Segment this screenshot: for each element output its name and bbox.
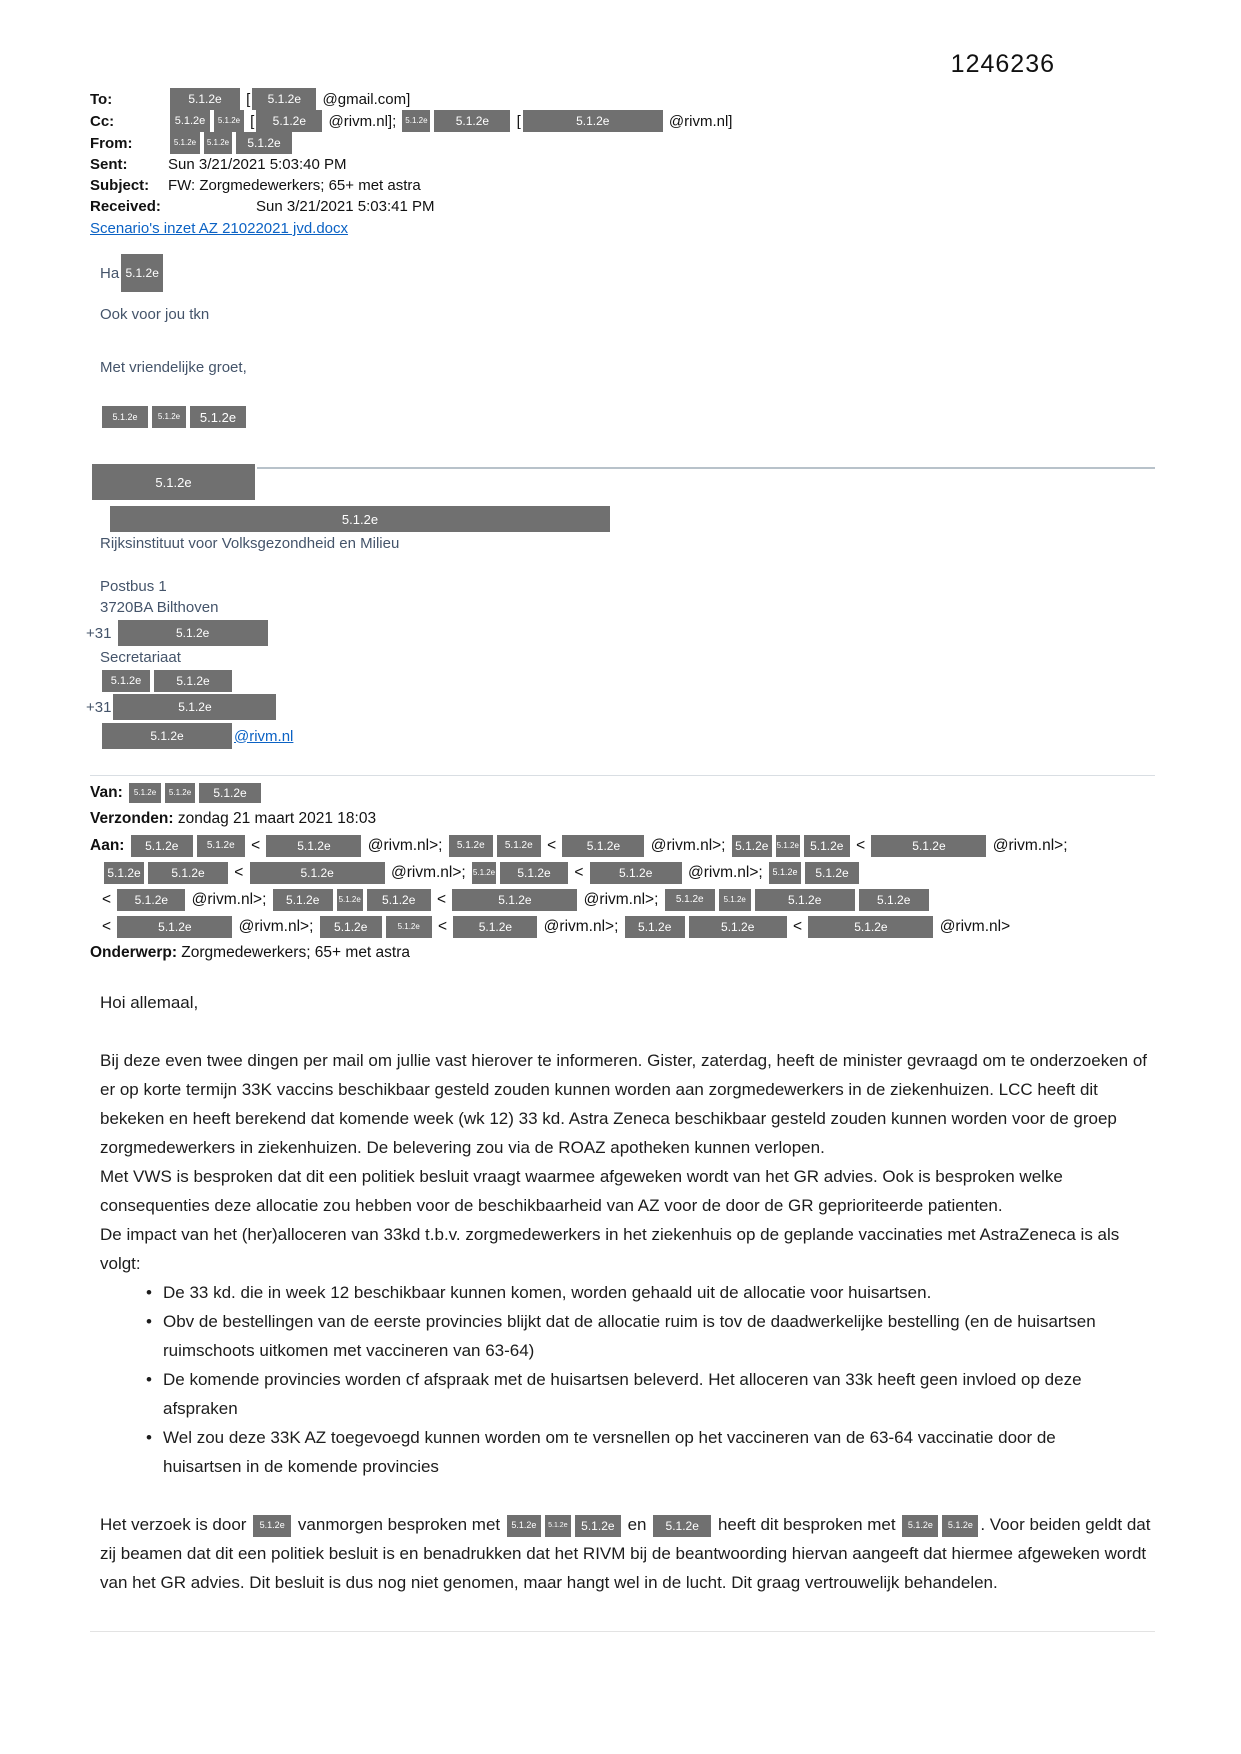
redaction-box: 5.1.2e (148, 862, 228, 884)
onderwerp-label: Onderwerp: (90, 944, 177, 961)
aan-label: Aan: (90, 837, 125, 854)
redaction-box: 5.1.2e (653, 1515, 711, 1537)
closing-line: Met vriendelijke groet, (100, 359, 247, 376)
redaction-box: 5.1.2e (104, 862, 144, 884)
bullet-item: • De komende provincies worden cf afspraak met de huisartsen beleverd. Het alloceren van 33k heeft geen invloed op deze afspraken (146, 1365, 1136, 1423)
redaction-box: 5.1.2e (102, 723, 232, 749)
postal-address (90, 576, 1155, 618)
redaction-box: 5.1.2e (545, 1515, 571, 1537)
header-field-received (90, 196, 1155, 217)
document-id-number: 1246236 (950, 50, 1055, 78)
redaction-box: 5.1.2e (367, 889, 431, 911)
redaction-box: 5.1.2e (402, 110, 430, 132)
quoted-message-divider (90, 775, 1155, 776)
redaction-box: 5.1.2e (110, 506, 610, 532)
body-paragraph: Met VWS is besproken dat dit een politiek besluit vraagt waarmee afgeweken wordt van het GR advies. Ook is besproken welke consequenties deze allocatie zou hebben voor de beschikbaarheid van AZ voor de door de GR geprioriteerde patienten. (100, 1167, 1063, 1215)
redaction-box: 5.1.2e (689, 916, 787, 938)
redaction-box: 5.1.2e (117, 916, 232, 938)
sent-label: Sent: (90, 156, 128, 173)
redaction-box: 5.1.2e (129, 783, 161, 803)
quoted-body (90, 988, 1155, 1597)
redaction-box: 5.1.2e (871, 835, 986, 857)
quoted-sent-row (90, 806, 1155, 832)
subject-label: Subject: (90, 177, 150, 194)
redaction-box: 5.1.2e (152, 406, 186, 428)
redaction-box: 5.1.2e (732, 835, 772, 857)
salutation: Hoi allemaal, (100, 993, 199, 1012)
bullet-item: • Wel zou deze 33K AZ toegevoegd kunnen worden om te versnellen op het vaccineren van de 63-64 vaccinatie door de huisartsen in de komende provincies (146, 1423, 1136, 1481)
spacer (168, 206, 256, 207)
aan-line-3: < 5.1.2e @rivm.nl>; 5.1.2e 5.1.2e 5.1.2e < 5.1.2e @rivm.nl>; 5.1.2e 5.1.2e 5.1.2e 5.1.2e (90, 886, 1155, 913)
email-header (90, 0, 1155, 238)
verzonden-label: Verzonden: (90, 810, 174, 827)
verzonden-value: zondag 21 maart 2021 18:03 (173, 810, 377, 827)
signature-name-redaction (90, 464, 257, 500)
body-paragraph: De impact van het (her)alloceren van 33kd t.b.v. zorgmedewerkers in het ziekenhuis op de geplande vaccinaties met AstraZeneca is als volgt: (100, 1225, 1120, 1273)
to-value: 5.1.2e [ 5.1.2e @gmail.com] (168, 88, 410, 110)
redaction-box: 5.1.2e (197, 835, 245, 857)
signature-email-row (90, 723, 1155, 749)
redaction-box: 5.1.2e (131, 835, 193, 857)
redaction-box: 5.1.2e (625, 916, 685, 938)
redaction-box: 5.1.2e (121, 254, 163, 292)
redaction-box: 5.1.2e (253, 1515, 291, 1537)
message-body-top (86, 254, 1155, 749)
attachment-link[interactable]: Scenario's inzet AZ 21022021 jvd.docx (90, 220, 349, 237)
redaction-box: 5.1.2e (859, 889, 929, 911)
header-field-sent (90, 154, 1155, 175)
signature-divider-line (257, 467, 1155, 469)
redaction-box: 5.1.2e (256, 110, 322, 132)
message-line: Ook voor jou tkn (100, 306, 210, 323)
redaction-box: 5.1.2e (452, 889, 577, 911)
received-value: Sun 3/21/2021 5:03:41 PM (168, 198, 434, 215)
header-field-cc (90, 110, 1155, 132)
header-field-from (90, 132, 1155, 154)
redaction-box: 5.1.2e (805, 862, 859, 884)
redaction-box: 5.1.2e (665, 889, 715, 911)
redaction-box: 5.1.2e (590, 862, 682, 884)
quoted-subject-row (90, 940, 1155, 966)
redaction-box: 5.1.2e (755, 889, 855, 911)
quoted-header (90, 780, 1155, 966)
from-label: From: (90, 134, 133, 152)
bullet-item: • De 33 kd. die in week 12 beschikbaar kunnen komen, worden gehaald uit de allocatie voor huisartsen. (146, 1278, 1136, 1307)
redaction-box: 5.1.2e (252, 88, 316, 110)
redaction-box: 5.1.2e (118, 620, 268, 646)
redaction-box: 5.1.2e (170, 88, 240, 110)
redaction-box: 5.1.2e (449, 835, 493, 857)
cc-value: 5.1.2e 5.1.2e [ 5.1.2e @rivm.nl]; 5.1.2e 5.1.2e [ 5.1.2e @rivm.nl] (168, 110, 732, 132)
onderwerp-value: Zorgmedewerkers; 65+ met astra (176, 944, 411, 961)
redaction-box: 5.1.2e (808, 916, 933, 938)
redaction-box: 5.1.2e (266, 835, 361, 857)
redaction-box: 5.1.2e (523, 110, 663, 132)
redaction-box: 5.1.2e (102, 670, 150, 692)
redaction-box: 5.1.2e (273, 889, 333, 911)
header-field-to (90, 88, 1155, 110)
body-paragraphs (100, 1046, 1155, 1278)
redaction-box: 5.1.2e (165, 783, 195, 803)
redaction-box: 5.1.2e (199, 783, 261, 803)
cc-label: Cc: (90, 112, 115, 130)
aan-line-1 (90, 832, 1155, 859)
redaction-box: 5.1.2e (250, 862, 385, 884)
secretariat-label: Secretariaat (100, 649, 181, 666)
redaction-box: 5.1.2e (942, 1515, 978, 1537)
redaction-box: 5.1.2e (386, 916, 432, 938)
aan-line-4: < 5.1.2e @rivm.nl>; 5.1.2e 5.1.2e < 5.1.2e @rivm.nl>; 5.1.2e 5.1.2e < 5.1.2e @rivm.nl> (90, 913, 1155, 940)
redaction-box: 5.1.2e (472, 862, 496, 884)
organization-name: Rijksinstituut voor Volksgezondheid en Milieu (100, 535, 400, 552)
secretariat-redaction-row (90, 670, 1155, 692)
redaction-box: 5.1.2e (190, 406, 246, 428)
redaction-box: 5.1.2e (453, 916, 537, 938)
quoted-from-row (90, 780, 1155, 806)
redaction-box: 5.1.2e (804, 835, 850, 857)
address-line-1: Postbus 1 (100, 578, 167, 595)
phone-line-2: +31 5.1.2e (86, 694, 1155, 720)
redaction-box: 5.1.2e (507, 1515, 541, 1537)
email-link[interactable]: @rivm.nl (234, 727, 294, 745)
redaction-box: 5.1.2e (204, 132, 232, 154)
redaction-box: 5.1.2e (214, 110, 244, 132)
van-label: Van: (90, 784, 123, 801)
redaction-box: 5.1.2e (170, 132, 200, 154)
received-label: Received: (90, 198, 161, 215)
redaction-box: 5.1.2e (154, 670, 232, 692)
sent-value: Sun 3/21/2021 5:03:40 PM (168, 156, 347, 173)
redaction-box: 5.1.2e (170, 110, 210, 132)
body-paragraph: Bij deze even twee dingen per mail om jullie vast hierover te informeren. Gister, zaterdag, heeft de minister gevraagd om te onderzoeken of er op korte termijn 33K vaccins beschikbaar gesteld zouden kunnen worden aan zorgmedewerkers in de ziekenhuizen. LCC heeft dit bekeken en heeft berekend dat komende week (wk 12) 33 kd. Astra Zeneca beschikbaar gesteld zouden kunnen worden voor de groep zorgmedewerkers in ziekenhuizen. De belevering zou via de ROAZ apotheken kunnen verlopen. (100, 1051, 1148, 1157)
quoted-to-block (90, 832, 1155, 940)
aan-line-1-value: 5.1.2e 5.1.2e < 5.1.2e @rivm.nl>; 5.1.2e 5.1.2e < 5.1.2e @rivm.nl>; 5.1.2e 5.1.2e 5.1.2e < 5.1.2e @rivm.nl>; (129, 837, 1068, 854)
signature-redaction-row (90, 406, 1155, 428)
redaction-box: 5.1.2e (776, 835, 800, 857)
redaction-box: 5.1.2e (117, 889, 185, 911)
redaction-box: 5.1.2e (497, 835, 541, 857)
redaction-box: 5.1.2e (320, 916, 382, 938)
bottom-hairline (90, 1631, 1155, 1632)
signature-title-redaction (90, 506, 1155, 532)
greeting-line: Ha 5.1.2e (90, 254, 1155, 292)
bullet-list (100, 1278, 1136, 1481)
aan-line-2: 5.1.2e 5.1.2e < 5.1.2e @rivm.nl>; 5.1.2e 5.1.2e < 5.1.2e @rivm.nl>; 5.1.2e 5.1.2e (90, 859, 1155, 886)
bullet-item: • Obv de bestellingen van de eerste provincies blijkt dat de allocatie ruim is tov de daadwerkelijke bestelling (en de huisartsen ruimschoots uitkomen met vaccineren van 63-64) (146, 1307, 1136, 1365)
redaction-box: 5.1.2e (236, 132, 292, 154)
redaction-box: 5.1.2e (500, 862, 568, 884)
redaction-box: 5.1.2e (337, 889, 363, 911)
header-field-subject (90, 175, 1155, 196)
redaction-box: 5.1.2e (719, 889, 751, 911)
redaction-box: 5.1.2e (113, 694, 276, 720)
from-value (168, 132, 294, 154)
redaction-box: 5.1.2e (769, 862, 801, 884)
subject-value: FW: Zorgmedewerkers; 65+ met astra (168, 177, 421, 194)
redaction-box: 5.1.2e (562, 835, 644, 857)
address-line-2: 3720BA Bilthoven (100, 599, 219, 616)
phone-line-1: +31 5.1.2e (86, 620, 1155, 646)
van-value (127, 784, 263, 801)
redaction-box: 5.1.2e (902, 1515, 938, 1537)
final-paragraph: Het verzoek is door 5.1.2e vanmorgen besproken met 5.1.2e 5.1.2e 5.1.2e en 5.1.2e heeft dit besproken met 5.1.2e 5.1.2e . Voor beiden geldt dat zij beamen dat dit een politiek besluit is en benadrukken dat het RIVM bij de beantwoording hiervan aangeeft dat hiermee afgeweken wordt van het GR advies. Dit besluit is dus nog niet genomen, maar hangt wel in de lucht. Dit graag vertrouwelijk behandelen. (100, 1515, 1151, 1592)
redaction-box: 5.1.2e (434, 110, 510, 132)
signature-divider-row (90, 464, 1155, 500)
to-label: To: (90, 90, 113, 108)
redaction-box: 5.1.2e (575, 1515, 621, 1537)
redaction-box: 5.1.2e (92, 464, 255, 500)
redaction-box: 5.1.2e (102, 406, 148, 428)
